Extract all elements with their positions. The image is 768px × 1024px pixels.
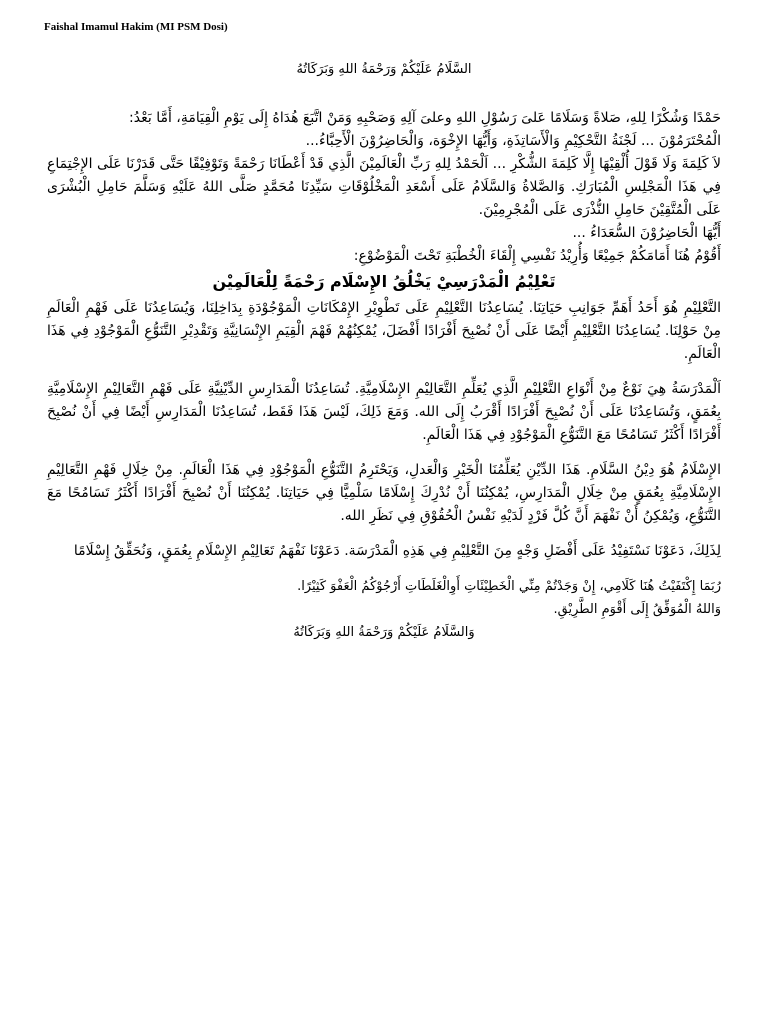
audience-greeting: أَيُّهَا الْحَاضِرُوْنَ السُّعَدَاءُ ... [572,225,721,241]
opening-salam: السَّلَامُ عَلَيْكُمْ وَرَحْمَةُ اللهِ وَبَرَكَاتُهُ [296,62,472,77]
body-paragraph-4: لِذَلِكَ، دَعَوْنَا نَسْتَفِيْدُ عَلَى أَفْضَلِ وَجْهٍ مِنَ التَّعْلِيْمِ فِي هَذِهِ الْمَدْرَسَة. دَعَوْنَا نَفْهَمُ تَعَالِيْمِ الإِسْلَامِ بِعُمَقٍ، وَنُحَقِّقُ إِسْلَامًا [73,543,721,559]
closing-wallahu: وَاللهُ الْمُوَفِّقُ إِلَى أَقْوَمِ الطَّرِيْقِ. [553,602,721,617]
syukur-paragraph: لاَ كَلِمَةَ وَلَا قَوْلَ أُلْقِيْهَا إِلَّا كَلِمَةَ الشُّكْرِ ... اَلْحَمْدُ لِلهِ رَبِّ الْعَالَمِيْنَ الَّذِي قَدْ أَعْطَانَا رَحْمَةً وَتَوْفِيْقًا حَتَّى قَدَرْنَا عَلَى الإِجْتِمَاعِ فِي هَذَا الْمَجْلِسِ الْمُبَارَكِ. وَالصَّلاةُ وَالسَّلَامُ عَلَى أَسْعَدِ الْمَخْلُوْقَاتِ سَيِّدِنَا مُحَمَّدٍ صَلَّى اللهُ عَلَيْهِ وَسَلَّمَ حَامِلِ الْبُشْرَى عَلَى الْمُتَّقِيْنَ حَامِلِ النُّذْرَى عَلَى الْمُجْرِمِيْنَ. [47,156,721,218]
greeting-line: الْمُحْتَرَمُوْنَ ... لَجْنَةُ التَّحْكِيْمِ وَالْأَسَاتِذَةِ، وَأَيُّهَا الإِخْوَة، وَالْحَاضِرُوْنَ الْأَحِبَّاءُ... [305,133,721,149]
hamdalah-paragraph: حَمْدًا وَشُكْرًا لِلهِ، صَلاةً وَسَلَامًا عَلىَ رَسُوْلِ اللهِ وعلىَ آلِهِ وَصَحْبِهِ وَمَنْ اتَّبَعَ هُدَاهُ إِلَى يَوْمِ الْقِيَامَةِ، أَمَّا بَعْدُ: [129,110,721,126]
speech-document [47,58,721,644]
document-author-header: Faishal Imamul Hakim (MI PSM Dosi) [44,21,228,33]
body-paragraph-2: اَلْمَدْرَسَةُ هِيَ نَوْعٌ مِنْ أَنْوَاعِ التَّعْلِيْمِ الَّذِي يُعَلِّمِ التَّعَالِيْمِ الإِسْلَامِيَّةِ. تُسَاعِدُنَا الْمَدَارِسِ الدِّيْنِيَّةِ عَلَى فَهْمِ التَّعَالِيْمِ الإِسْلَامِيَّةِ بِعُمَقٍ، وَتُسَاعِدُنَا عَلَى أَنْ نُصْبِحَ أَفْرَادًا أَقْرَبُ إِلَى الله. وَمَعَ ذَلِكَ، لَيْسَ هَذَا فَقَط، تُسَاعِدُنَا الْمَدَارِسِ أَيْضًا فِي أَنْ نُصْبِحَ أَفْرَادًا أَكْثَرُ تَسَامُحًا مَعَ التَّنَوُّعِ الْمَوْجُوْدِ فِي هَذَا الْعَالَمِ. [47,381,721,443]
body-paragraph-3: الإِسْلَامُ هُوَ دِيْنُ السَّلَامِ. هَذَا الدِّيْنِ يُعَلِّمُنَا الْخَيْرِ وَالْعَدلِ، وَيَحْتَرِمُ التَّنَوُّعِ الْمَوْجُوْدِ فِي هَذَا الْعَالَمِ. مِنْ خِلَالِ فَهْمِ التَّعَالِيْمِ الإِسْلَامِيَّةِ بِعُمَقٍ مِنْ خِلَالِ الْمَدَارِسِ، يُمْكِنُنَا أَنْ نُدْرِكَ إِسْلَامًا سَلْمِيًّا فِي حَيَاتِنَا. يُمْكِنُنَا أَنْ نُصْبِحَ أَفْرَادًا أَكْثَرُ تَسَامُحًا مَعَ التَّنَوُّعِ، وَيُمْكِنُ أَنْ نَفْهَمَ أَنَّ كُلَّ فَرْدٍ لَدَيْهِ نَفْسُ الْحُقُوْقِ فِي نَظَرِ الله. [47,462,721,524]
speech-title: تَعْلِيْمُ الْمَدْرَسِيْ يَخْلُقُ الإِسْلَام رَحْمَةً لِلْعَالَمِيْن [212,272,556,291]
body-paragraph-1: التَّعْلِيْمِ هُوَ أَحَدُ أَهَمِّ جَوَانِبِ حَيَاتِنَا. يُسَاعِدُنَا التَّعْلِيْمِ عَلَى تَطْوِيْرِ الإِمْكَانَاتِ الْمَوْجُوْدَةِ بِدَاخِلِنَا، وَيُسَاعِدُنَا عَلَى فَهْمِ الْعَالَمِ مِنْ حَوْلِنَا. يُسَاعِدُنَا التَّعْلِيْمِ أَيْضًا عَلَى أَنْ نُصْبِحَ أَفْرَادًا أَفْضَلَ، يُمْكِنُهُمْ فَهْمَ الْقِيَمِ الإِنْسَانِيَّةِ وَتَقْدِيْرِ التَّنَوُّعِ الْمَوْجُوْدِ فِي هَذَا الْعَالَمِ. [47,300,721,362]
closing-apology: رُبَمَا إِكْتَفَيْتُ هُنَا كَلَامِي، إِنْ وَجَدْتُمْ مِنِّي الْخَطِيْئَاتِ أَوِالْغَلَطَاتِ أَرْجُوْكُمُ الْعَفْوَ كَثِيْرًا. [297,579,721,594]
topic-intro: أَقُوْمُ هُنَا أَمَامَكُمْ جَمِيْعًا وَأُرِيْدُ نَفْسِي إِلْقَاءَ الْخُطْبَةِ تَحْتَ الْمَوْضُوْعِ: [353,248,721,264]
closing-salam: وَالسَّلَامُ عَلَيْكُمْ وَرَحْمَةُ اللهِ وَبَرَكَاتُهُ [293,625,475,640]
